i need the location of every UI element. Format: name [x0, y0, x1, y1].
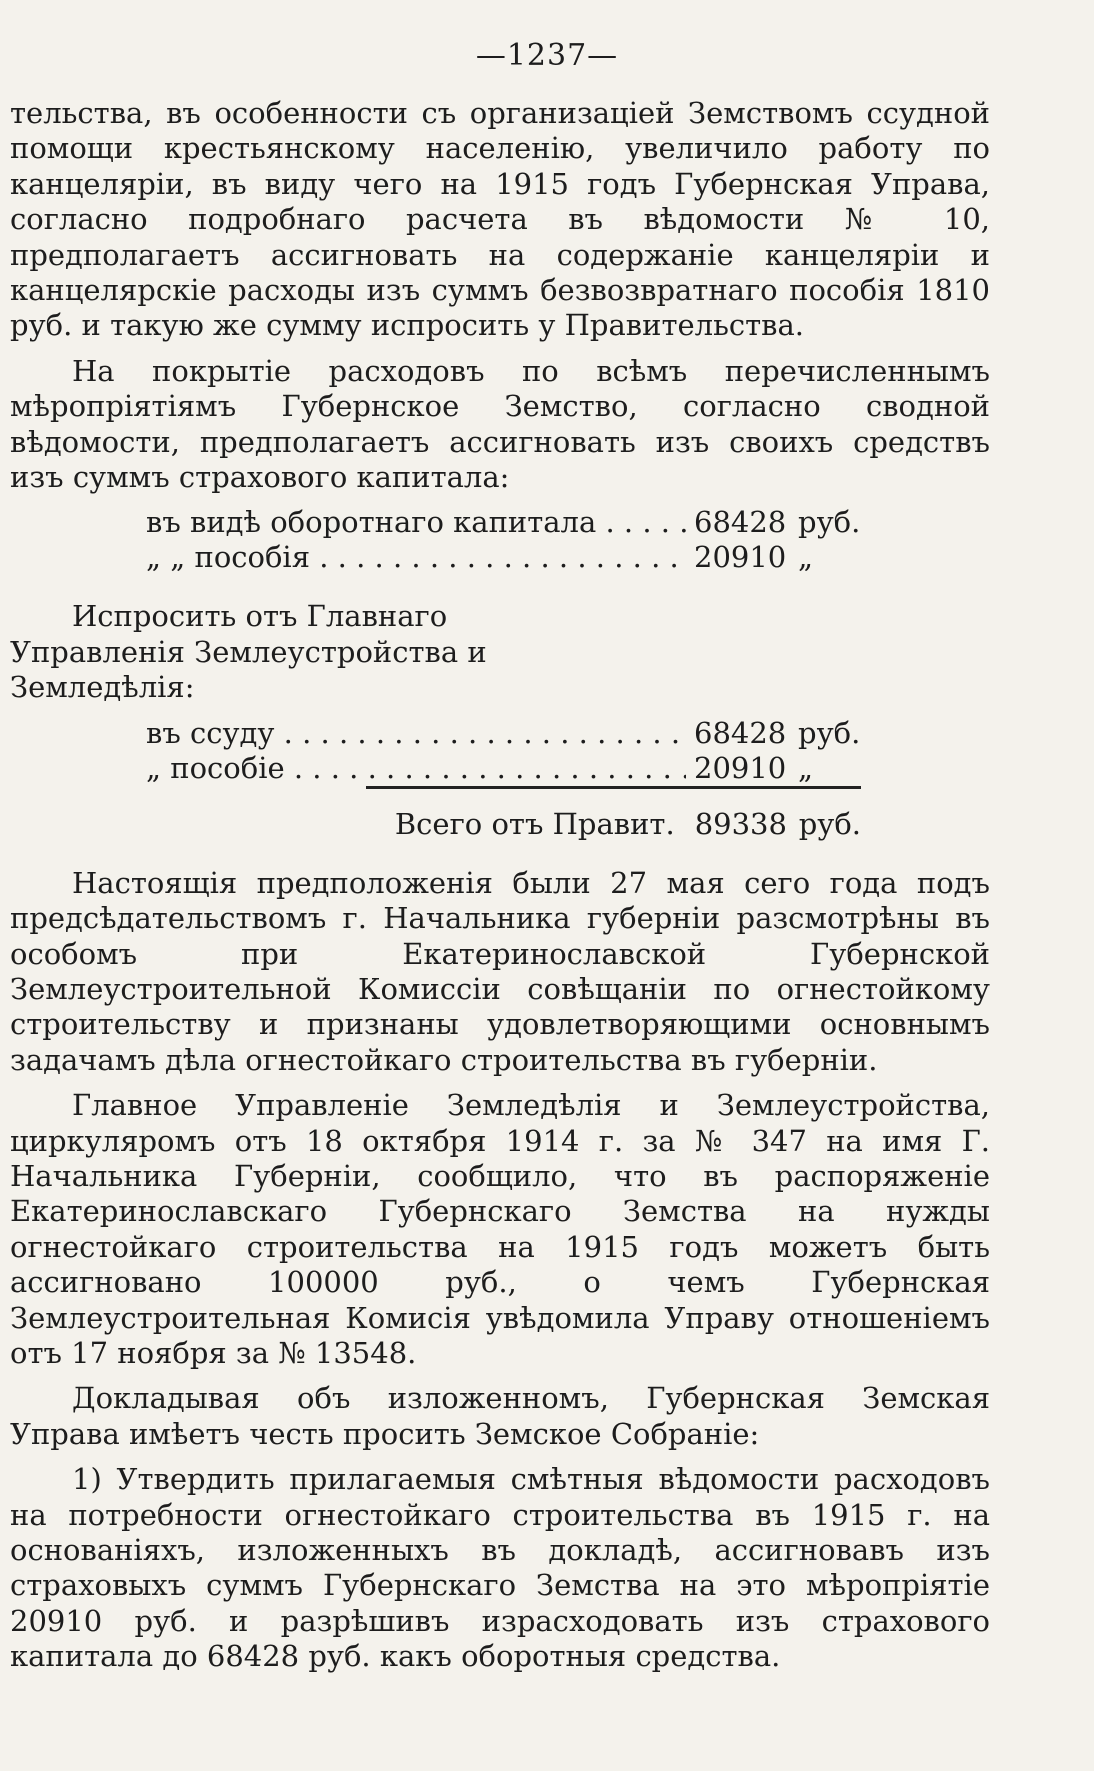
- row-unit: „: [798, 750, 814, 785]
- total-unit: руб.: [798, 806, 861, 841]
- paragraph-request: Испросить отъ Главнаго Управленія Землеустройства и Земледѣлія:: [10, 599, 487, 705]
- total-row: [146, 807, 861, 842]
- row-amount: 20910: [694, 540, 787, 575]
- body-text: [10, 96, 990, 1685]
- government-funds-table: [146, 716, 861, 842]
- total-amount: 89338: [694, 806, 787, 841]
- table-row: [146, 716, 861, 751]
- paragraph-resolution-1: 1) Утвердить прилагаемыя смѣтныя вѣдомости расходовъ на потребности огнестойкаго строительства въ 1915 г. на основаніяхъ, изложенныхъ въ докладѣ, ассигновавъ изъ страховыхъ суммъ Губернскаго Земства на это мѣропріятіе 20910 руб. и разрѣшивъ израсходовать изъ страхового капитала до 68428 руб. какъ оборотныя средства.: [10, 1462, 990, 1674]
- row-amount: 68428: [694, 715, 787, 750]
- paragraph-continuation: тельства, въ особенности съ организаціей Земствомъ ссудной помощи крестьянскому населенію, увеличило работу по канцеляріи, въ виду чего на 1915 годъ Губернская Управа, согласно подробнаго расчета въ вѣдомости № 10, предполагаетъ ассигновать на содержаніе канцеляріи и канцелярскіе расходы изъ суммъ безвозвратнаго пособія 1810 руб. и такую же сумму испросить у Правительства.: [10, 96, 990, 343]
- row-label: въ ссуду . . .: [146, 716, 686, 751]
- paragraph-circular: Главное Управленіе Земледѣлія и Землеустройства, циркуляромъ отъ 18 октября 1914 г. за № 347 на имя Г. Начальника Губерніи, сообщило, что въ распоряженіе Екатеринославскаго Губернскаго Земства на нужды огнестойкаго строительства на 1915 годъ можетъ быть ассигновано 100000 руб., о чемъ Губернская Землеустроительная Комисія увѣдомила Управу отношеніемъ отъ 17 ноября за № 13548.: [10, 1088, 990, 1370]
- sum-rule: [366, 786, 861, 793]
- total-label: Всего отъ Правит.: [394, 806, 675, 841]
- row-unit: руб.: [798, 715, 861, 750]
- table-row: [146, 751, 861, 786]
- row-label: въ видѣ оборотнаго капитала . . .: [146, 505, 686, 540]
- table-row: [146, 505, 861, 540]
- paragraph-report: Докладывая объ изложенномъ, Губернская Земская Управа имѣетъ честь просить Земское Собраніе:: [10, 1381, 990, 1451]
- table-row: [146, 540, 861, 575]
- paragraph-funding: На покрытіе расходовъ по всѣмъ перечисленнымъ мѣропріятіямъ Губернское Земство, согласно сводной вѣдомости, предполагаетъ ассигновать изъ своихъ средствъ изъ суммъ страхового капитала:: [10, 353, 990, 495]
- row-unit: руб.: [798, 505, 861, 540]
- row-label: „ „ пособія . . .: [146, 540, 686, 575]
- row-unit: „: [798, 540, 814, 575]
- row-amount: 68428: [694, 505, 787, 540]
- page-number: —1237—: [475, 38, 619, 73]
- row-label: „ пособіе . . .: [146, 751, 686, 786]
- zemstvo-funds-table: [146, 505, 861, 575]
- row-amount: 20910: [694, 750, 787, 785]
- paragraph-meeting: Настоящія предположенія были 27 мая сего года подъ предсѣдательствомъ г. Начальника губерніи разсмотрѣны въ особомъ при Екатеринославской Губернской Землеустроительной Комиссіи совѣщаніи по огнестойкому строительству и признаны удовлетворяющими основнымъ задачамъ дѣла огнестойкаго строительства въ губерніи.: [10, 865, 990, 1077]
